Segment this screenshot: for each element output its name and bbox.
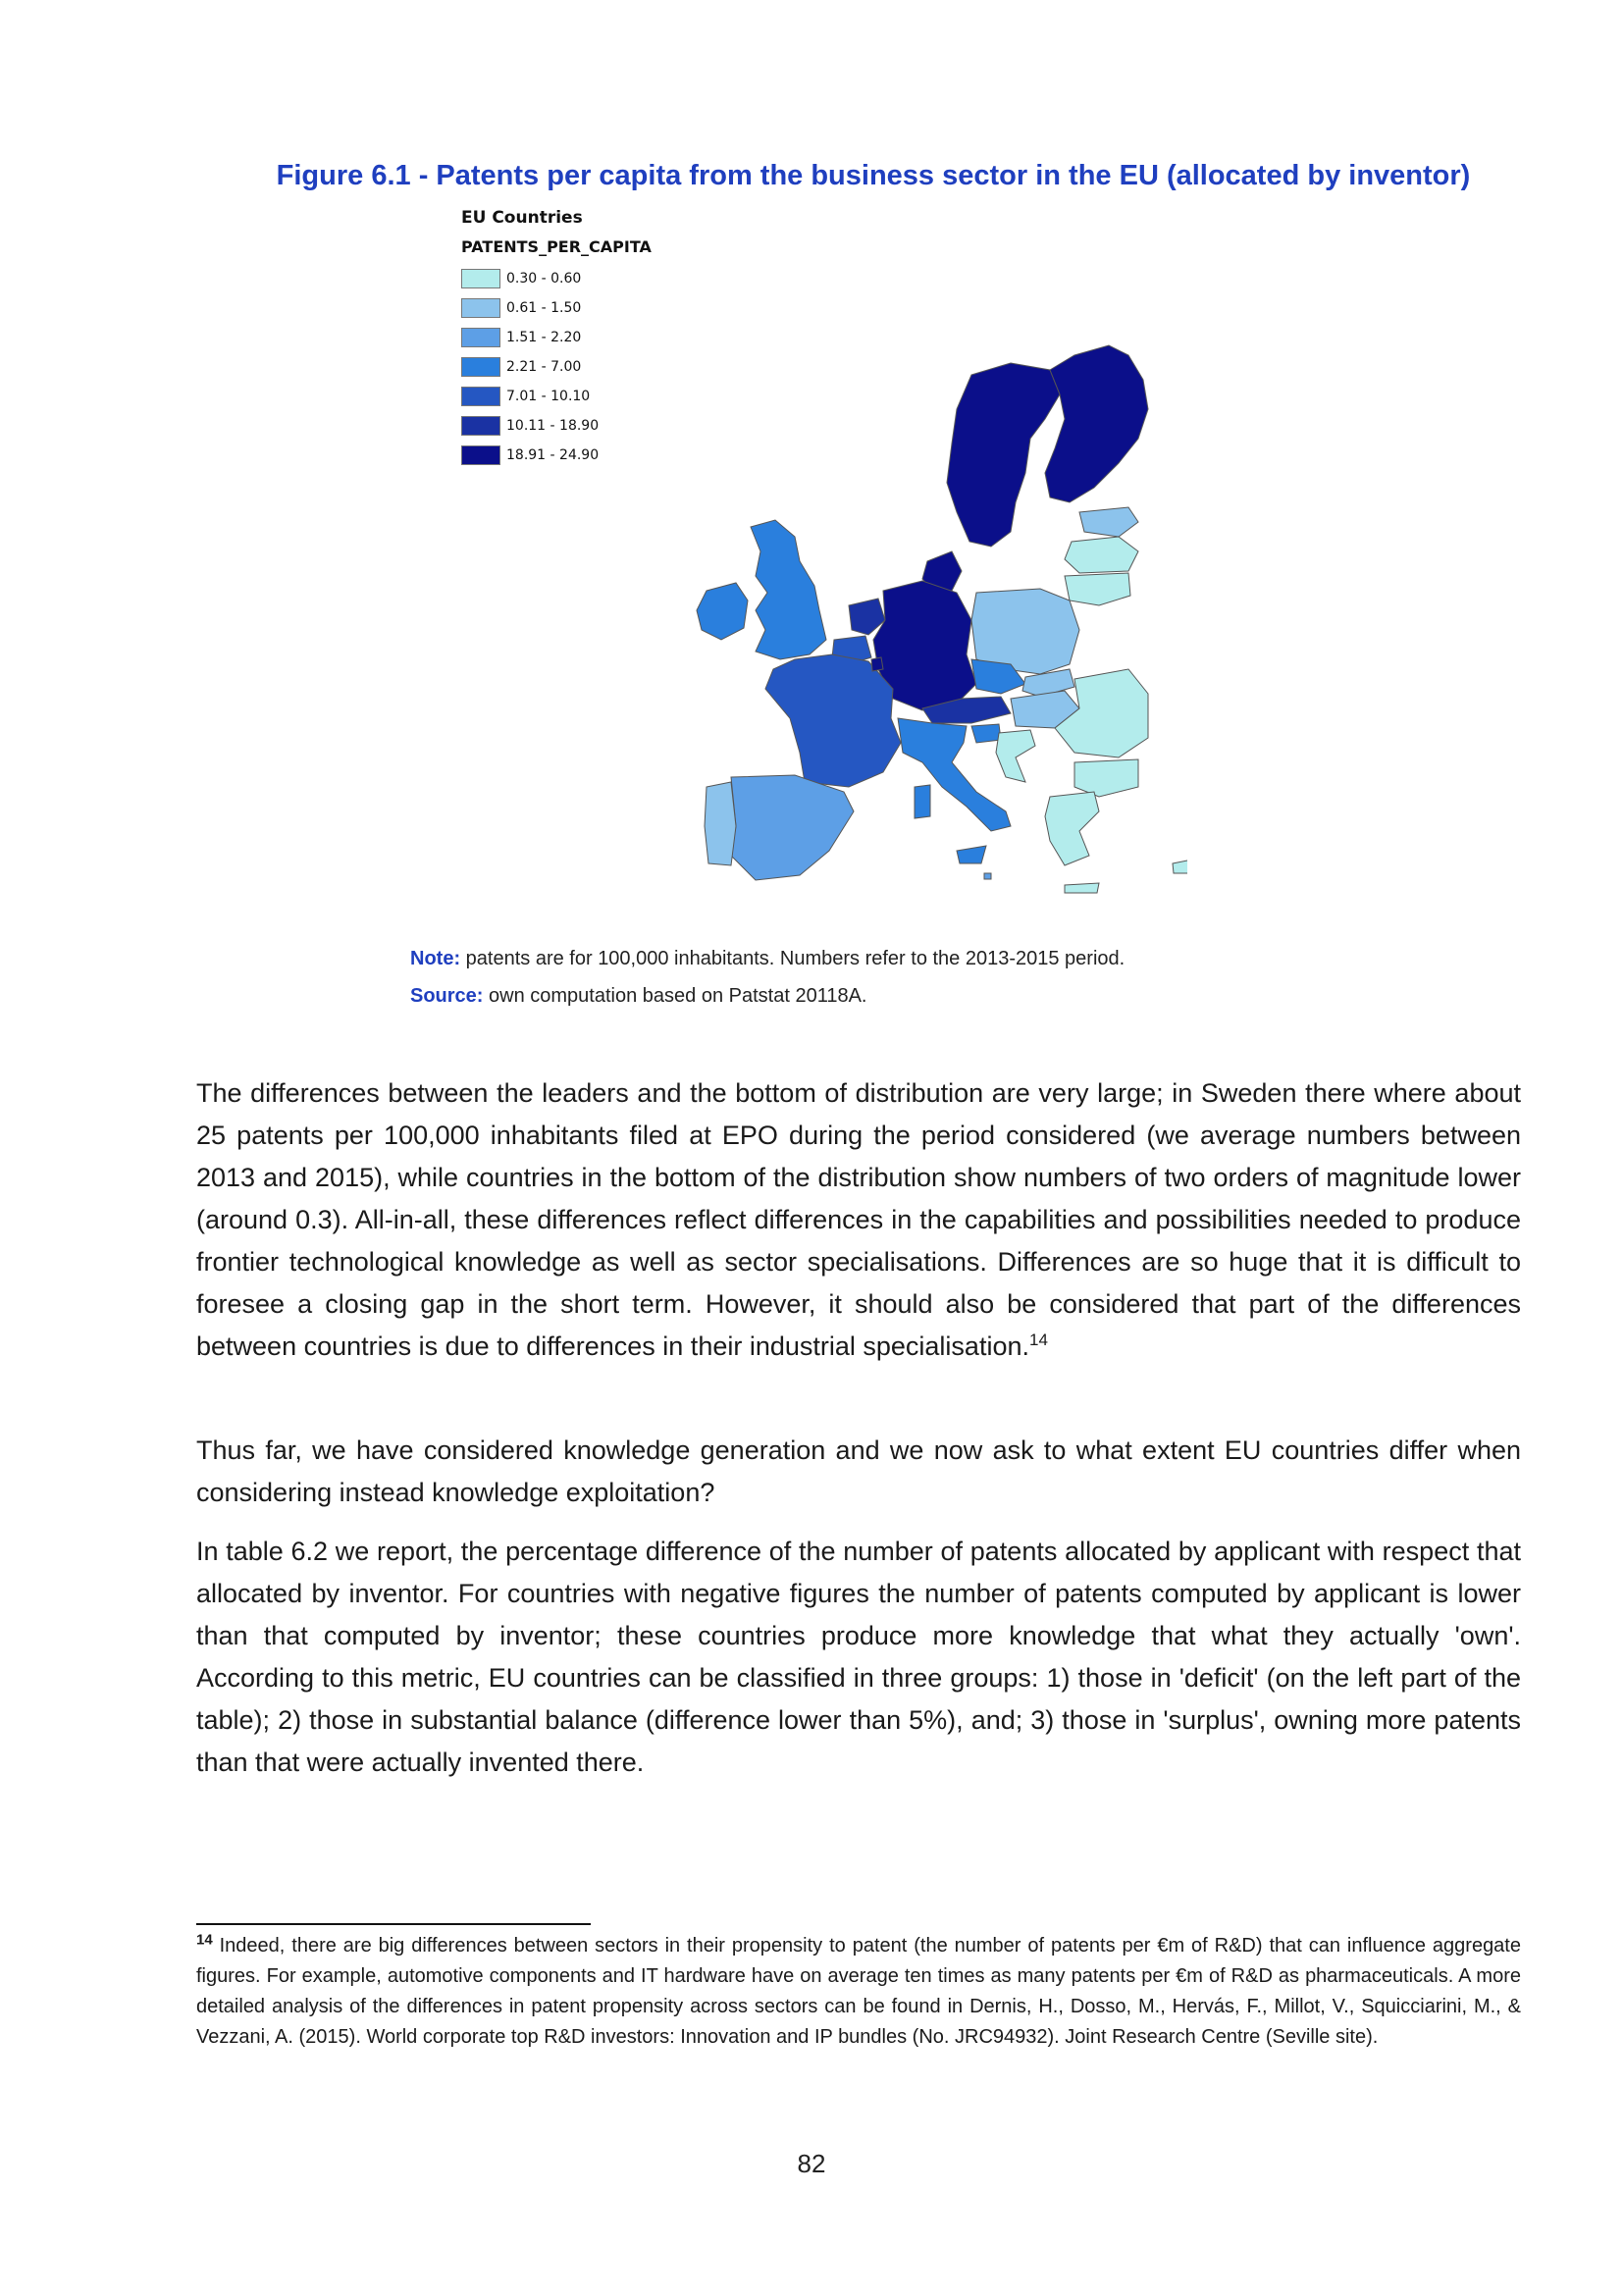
source-line (410, 977, 1125, 1015)
paragraph-2: Thus far, we have considered knowledge generation and we now ask to what extent EU countries differ when considering instead knowledge exploitation? (196, 1435, 1521, 1507)
source-label: Source: (410, 985, 484, 1007)
legend-row (461, 352, 652, 382)
region-latvia (1065, 537, 1138, 573)
region-lithuania (1065, 573, 1130, 605)
legend-swatch (461, 357, 500, 377)
footnote-14 (196, 1931, 1521, 2053)
legend-field: PATENTS_PER_CAPITA (461, 237, 652, 256)
figure-note (410, 940, 1125, 1015)
region-estonia (1079, 507, 1138, 537)
page-number: 82 (797, 2149, 826, 2178)
legend-label: 2.21 - 7.00 (506, 359, 582, 375)
legend-label: 7.01 - 10.10 (506, 389, 591, 404)
source-text: own computation based on Patstat 20118A. (483, 985, 867, 1007)
legend-swatch (461, 269, 500, 288)
region-ireland (697, 583, 748, 640)
footnote-number: 14 (196, 1931, 213, 1949)
footnote-ref-14[interactable]: 14 (1028, 1331, 1048, 1349)
legend-row (461, 441, 652, 470)
legend-swatch (461, 416, 500, 436)
legend-label: 1.51 - 2.20 (506, 330, 582, 345)
eu-choropleth-map (461, 208, 1187, 895)
region-portugal (705, 782, 736, 865)
paragraph-1-text: The differences between the leaders and the bottom of distribution are very large; in Sweden there where about 25 patents per 100,000 inhabitants filed at EPO during the period considered (we average numbers between 2013 and 2015), while countries in the bottom of the distribution show numbers of two orders of magnitude lower (around 0.3). All-in-all, these differences reflect differences in the capabilities and possibilities needed to produce frontier technological knowledge as well as sector specialisations. Differences are so huge that it is difficult to foresee a closing gap in the short term. However, it should also be considered that part of the differences between countries is due to differences in their industrial specialisation. (196, 1078, 1521, 1361)
figure-title: Figure 6.1 - Patents per capita from the business sector in the EU (allocated by inventor) (276, 160, 1471, 191)
legend-row (461, 323, 652, 352)
legend-row (461, 411, 652, 441)
legend-row (461, 264, 652, 293)
region-finland (1045, 345, 1148, 502)
paragraph-3: In table 6.2 we report, the percentage difference of the number of patents allocated by applicant with respect that allocated by inventor. For countries with negative figures the number of patents computed by applicant is lower than that computed by inventor; these countries produce more knowledge that what they actually 'own'. According to this metric, EU countries can be classified in three groups: 1) those in 'deficit' (on the left part of the table); 2) those in substantial balance (difference lower than 5%), and; 3) those in 'surplus', owning more patents than that were actually invented there. (196, 1537, 1521, 1777)
footnote-text: Indeed, there are big differences between sectors in their propensity to patent (the number of patents per €m of R&D) that can influence aggregate figures. For example, automotive components and IT hardware have on average ten times as many patents per €m of R&D as pharmaceuticals. A more detailed analysis of the differences in patent propensity across sectors can be found in Dernis, H., Dosso, M., Hervás, F., Millot, V., Squicciarini, M., & Vezzani, A. (2015). World corporate top R&D investors: Innovation and IP bundles (No. JRC94932). Joint Research Centre (Seville site). (196, 1935, 1521, 2048)
legend-row (461, 382, 652, 411)
region-croatia (996, 730, 1035, 782)
legend-label: 0.30 - 0.60 (506, 271, 582, 287)
legend-swatch (461, 387, 500, 406)
region-sardinia (915, 785, 930, 818)
legend-classes (461, 264, 652, 470)
legend-swatch (461, 298, 500, 318)
region-uk (751, 520, 826, 659)
legend-swatch (461, 445, 500, 465)
region-luxembourg (871, 657, 883, 671)
region-spain (731, 775, 854, 880)
legend-row (461, 293, 652, 323)
footnote-divider (196, 1923, 591, 1925)
legend-swatch (461, 328, 500, 347)
note-line (410, 940, 1125, 977)
region-bulgaria (1074, 759, 1138, 797)
region-crete (1065, 883, 1099, 893)
legend-label: 10.11 - 18.90 (506, 418, 600, 434)
note-text: patents are for 100,000 inhabitants. Numbers refer to the 2013-2015 period. (460, 948, 1126, 969)
legend-label: 0.61 - 1.50 (506, 300, 582, 316)
region-sicily (957, 846, 986, 863)
map-legend (461, 208, 652, 470)
region-cyprus (1173, 860, 1187, 873)
legend-title: EU Countries (461, 208, 583, 228)
legend-label: 18.91 - 24.90 (506, 447, 600, 463)
region-slovenia (971, 724, 1001, 743)
region-malta (984, 873, 991, 879)
region-sweden (947, 363, 1060, 547)
paragraph-1 (196, 1072, 1521, 1368)
region-france (765, 654, 901, 787)
region-greece (1045, 792, 1099, 865)
note-label: Note: (410, 948, 461, 969)
